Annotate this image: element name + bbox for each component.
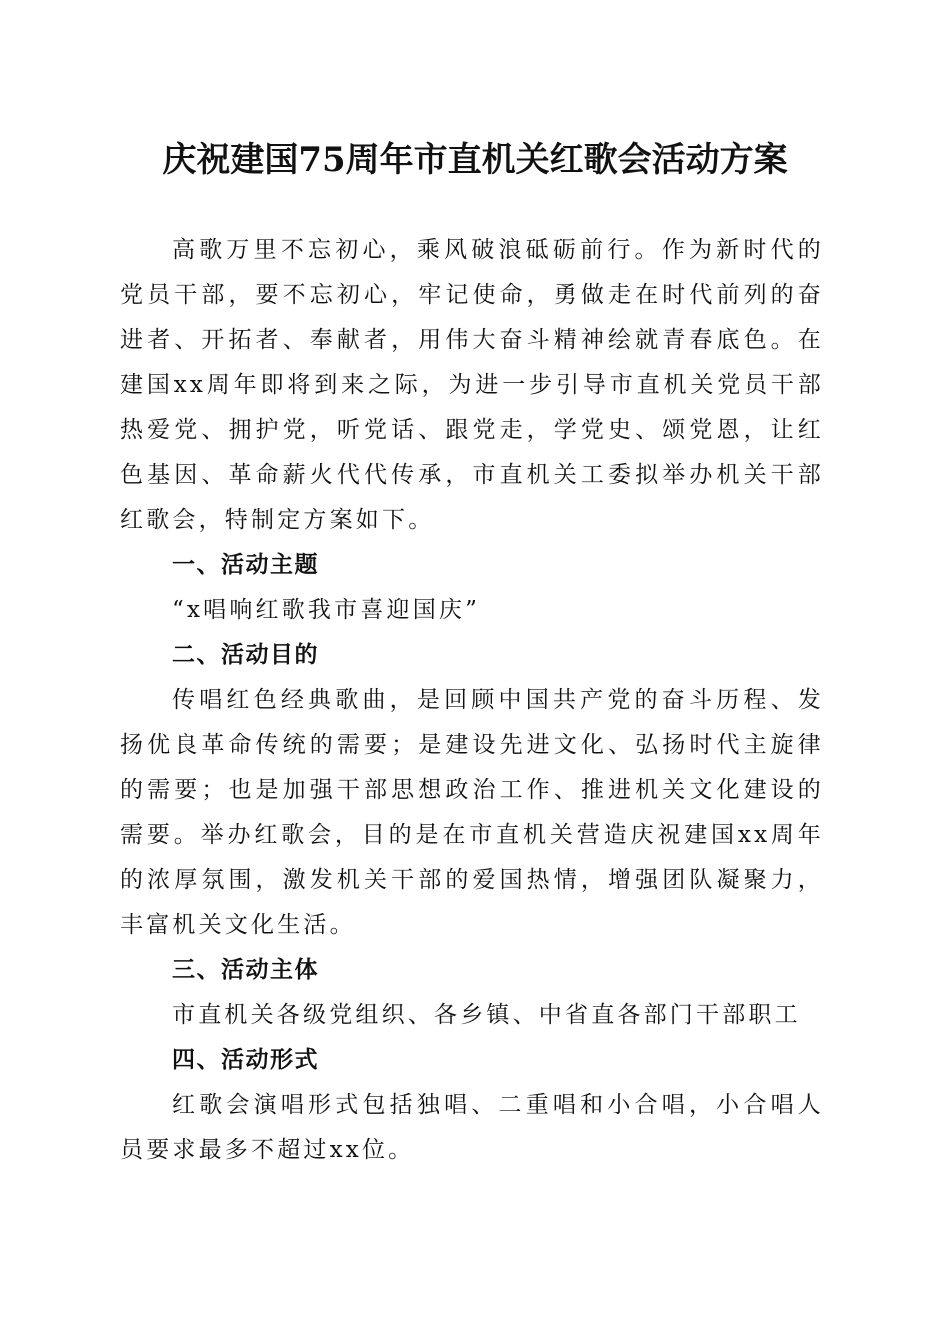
intro-paragraph: 高歌万里不忘初心，乘风破浪砥砺前行。作为新时代的党员干部，要不忘初心，牢记使命，勇做走在时代前列的奋进者、开拓者、奉献者，用伟大奋斗精神绘就青春底色。在建国xx周年即将到来之际，为进一步引导市直机关党员干部热爱党、拥护党，听党话、跟党走，学党史、颂党恩，让红色基因、革命薪火代代传承，市直机关工委拟举办机关干部红歌会，特制定方案如下。 (120, 237, 824, 533)
section-text-purpose: 传唱红色经典歌曲，是回顾中国共产党的奋斗历程、发扬优良革命传统的需要；是建设先进文化、弘扬时代主旋律的需要；也是加强干部思想政治工作、推进机关文化建设的需要。举办红歌会，目的是在市直机关营造庆祝建国xx周年的浓厚氛围，激发机关干部的爱国热情，增强团队凝聚力，丰富机关文化生活。 (120, 687, 824, 938)
section-text-format: 红歌会演唱形式包括独唱、二重唱和小合唱，小合唱人员要求最多不超过xx位。 (120, 1092, 824, 1163)
section-text-theme: “x唱响红歌我市喜迎国庆” (172, 597, 481, 623)
section-text-participants: 市直机关各级党组织、各乡镇、中省直各部门干部职工 (172, 1002, 801, 1028)
document-body (120, 228, 824, 1173)
section-heading-participants: 三、活动主体 (172, 957, 319, 983)
section-heading-theme: 一、活动主题 (172, 552, 319, 578)
section-heading-format: 四、活动形式 (172, 1047, 319, 1073)
section-heading-purpose: 二、活动目的 (172, 642, 319, 668)
document-title: 庆祝建国75周年市直机关红歌会活动方案 (162, 140, 788, 180)
